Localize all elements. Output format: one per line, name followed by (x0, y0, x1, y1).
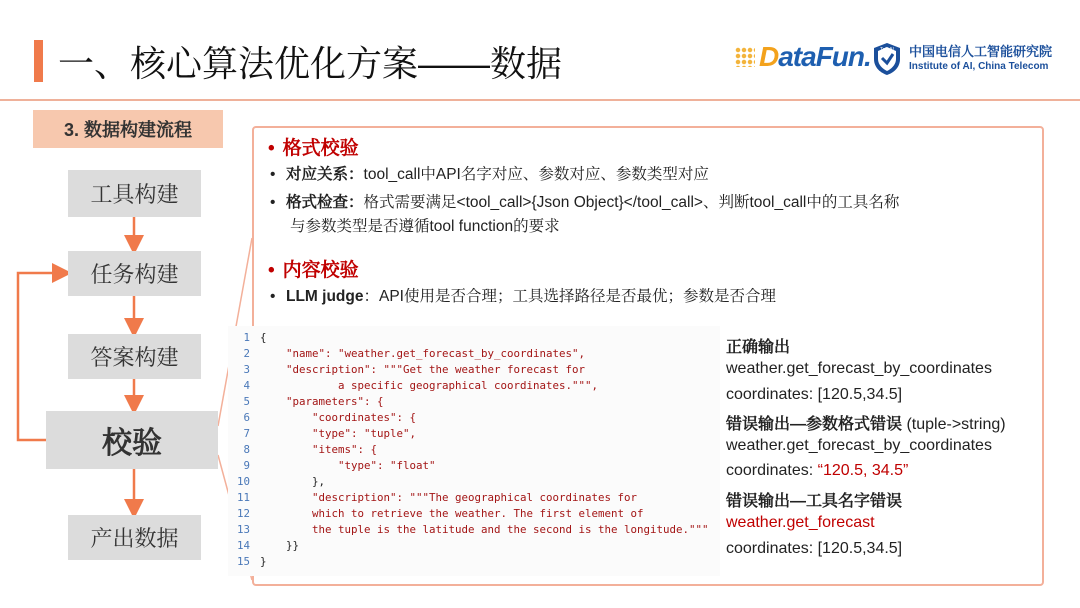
error2-func: weather.get_forecast (726, 514, 875, 531)
section-label: 3. 数据构建流程 (33, 110, 223, 148)
code-line (228, 394, 384, 410)
code-text: "name": "weather.get_forecast_by_coordinates", (260, 347, 586, 360)
line-number: 2 (243, 347, 250, 360)
code-text: which to retrieve the weather. The first element of (260, 507, 644, 520)
line-number: 12 (236, 507, 250, 520)
code-text: { (260, 331, 267, 344)
datafun-logo: DataFun. (735, 40, 871, 74)
code-line (228, 346, 585, 362)
error1-coords: coordinates: “120.5, 34.5” (726, 462, 909, 479)
code-text: "type": "float" (260, 459, 436, 472)
code-text: }, (260, 475, 326, 488)
code-line (228, 538, 299, 554)
code-text: "description": """Get the weather forecast for (260, 363, 586, 376)
line-number: 13 (236, 523, 250, 536)
line-number: 1 (243, 331, 250, 344)
code-line (228, 554, 267, 570)
code-line (228, 490, 637, 506)
code-line (228, 330, 267, 346)
code-text: "coordinates": { (260, 411, 417, 424)
flow-step-tool-build: 工具构建 (68, 170, 201, 217)
line-number: 6 (243, 411, 250, 424)
code-line (228, 474, 325, 490)
code-text: } (260, 555, 267, 568)
bullet-mapping: • 对应关系：tool_call中API名字对应、参数对应、参数类型对应 (270, 166, 709, 183)
flow-step-answer-build: 答案构建 (68, 334, 201, 379)
code-line (228, 458, 436, 474)
flow-step-output-data: 产出数据 (68, 515, 201, 560)
code-text: "type": "tuple", (260, 427, 417, 440)
code-text: "items": { (260, 443, 378, 456)
teleai-shield-icon (872, 42, 902, 76)
error2-coords: coordinates: [120.5,34.5] (726, 540, 903, 557)
code-text: the tuple is the latitude and the second is the longitude.""" (260, 523, 709, 536)
code-text: "parameters": { (260, 395, 384, 408)
header-divider (0, 99, 1080, 101)
page-title: 一、核心算法优化方案——数据 (58, 43, 563, 84)
code-line (228, 410, 416, 426)
line-number: 5 (243, 395, 250, 408)
svg-text:TeleAI: TeleAI (880, 47, 894, 53)
code-line (228, 506, 644, 522)
line-number: 3 (243, 363, 250, 376)
line-number: 9 (243, 459, 250, 472)
line-number: 7 (243, 427, 250, 440)
teleai-logo: TeleAI 中国电信人工智能研究院 Institute of AI, China Telecom (872, 42, 1052, 76)
bullet-format-cont: 与参数类型是否遵循tool function的要求 (290, 218, 560, 235)
code-text: a specific geographical coordinates.""", (260, 379, 599, 392)
correct-output-func: weather.get_forecast_by_coordinates (726, 360, 992, 377)
flow-step-task-build: 任务构建 (68, 251, 201, 296)
bullet-llm-judge: • LLM judge：API使用是否合理；工具选择路径是否最优；参数是否合理 (270, 288, 776, 305)
correct-output-coords: coordinates: [120.5,34.5] (726, 386, 903, 403)
code-block (228, 326, 720, 576)
bullet-format: • 格式检查：格式需要满足<tool_call>{Json Object}</tool_call>、判断tool_call中的工具名称 (270, 194, 900, 211)
code-text: }} (260, 539, 300, 552)
correct-output-label: 正确输出 (726, 339, 791, 356)
error2-label: 错误输出—工具名字错误 (726, 493, 903, 510)
code-line (228, 362, 585, 378)
code-line (228, 522, 709, 538)
line-number: 8 (243, 443, 250, 456)
title-accent-bar (34, 40, 43, 82)
line-number: 11 (236, 491, 250, 504)
line-number: 14 (236, 539, 250, 552)
error1-label: 错误输出—参数格式错误 (tuple->string) (726, 416, 1006, 433)
flow-step-verify: 校验 (46, 411, 218, 469)
code-text: "description": """The geographical coordinates for (260, 491, 638, 504)
line-number: 4 (243, 379, 250, 392)
code-line (228, 426, 416, 442)
line-number: 10 (236, 475, 250, 488)
format-check-heading: • 格式校验 (268, 138, 359, 159)
code-line (228, 442, 377, 458)
code-line (228, 378, 598, 394)
line-number: 15 (236, 555, 250, 568)
error1-func: weather.get_forecast_by_coordinates (726, 437, 992, 454)
content-check-heading: • 内容校验 (268, 260, 359, 281)
datafun-dots-icon (735, 47, 755, 67)
